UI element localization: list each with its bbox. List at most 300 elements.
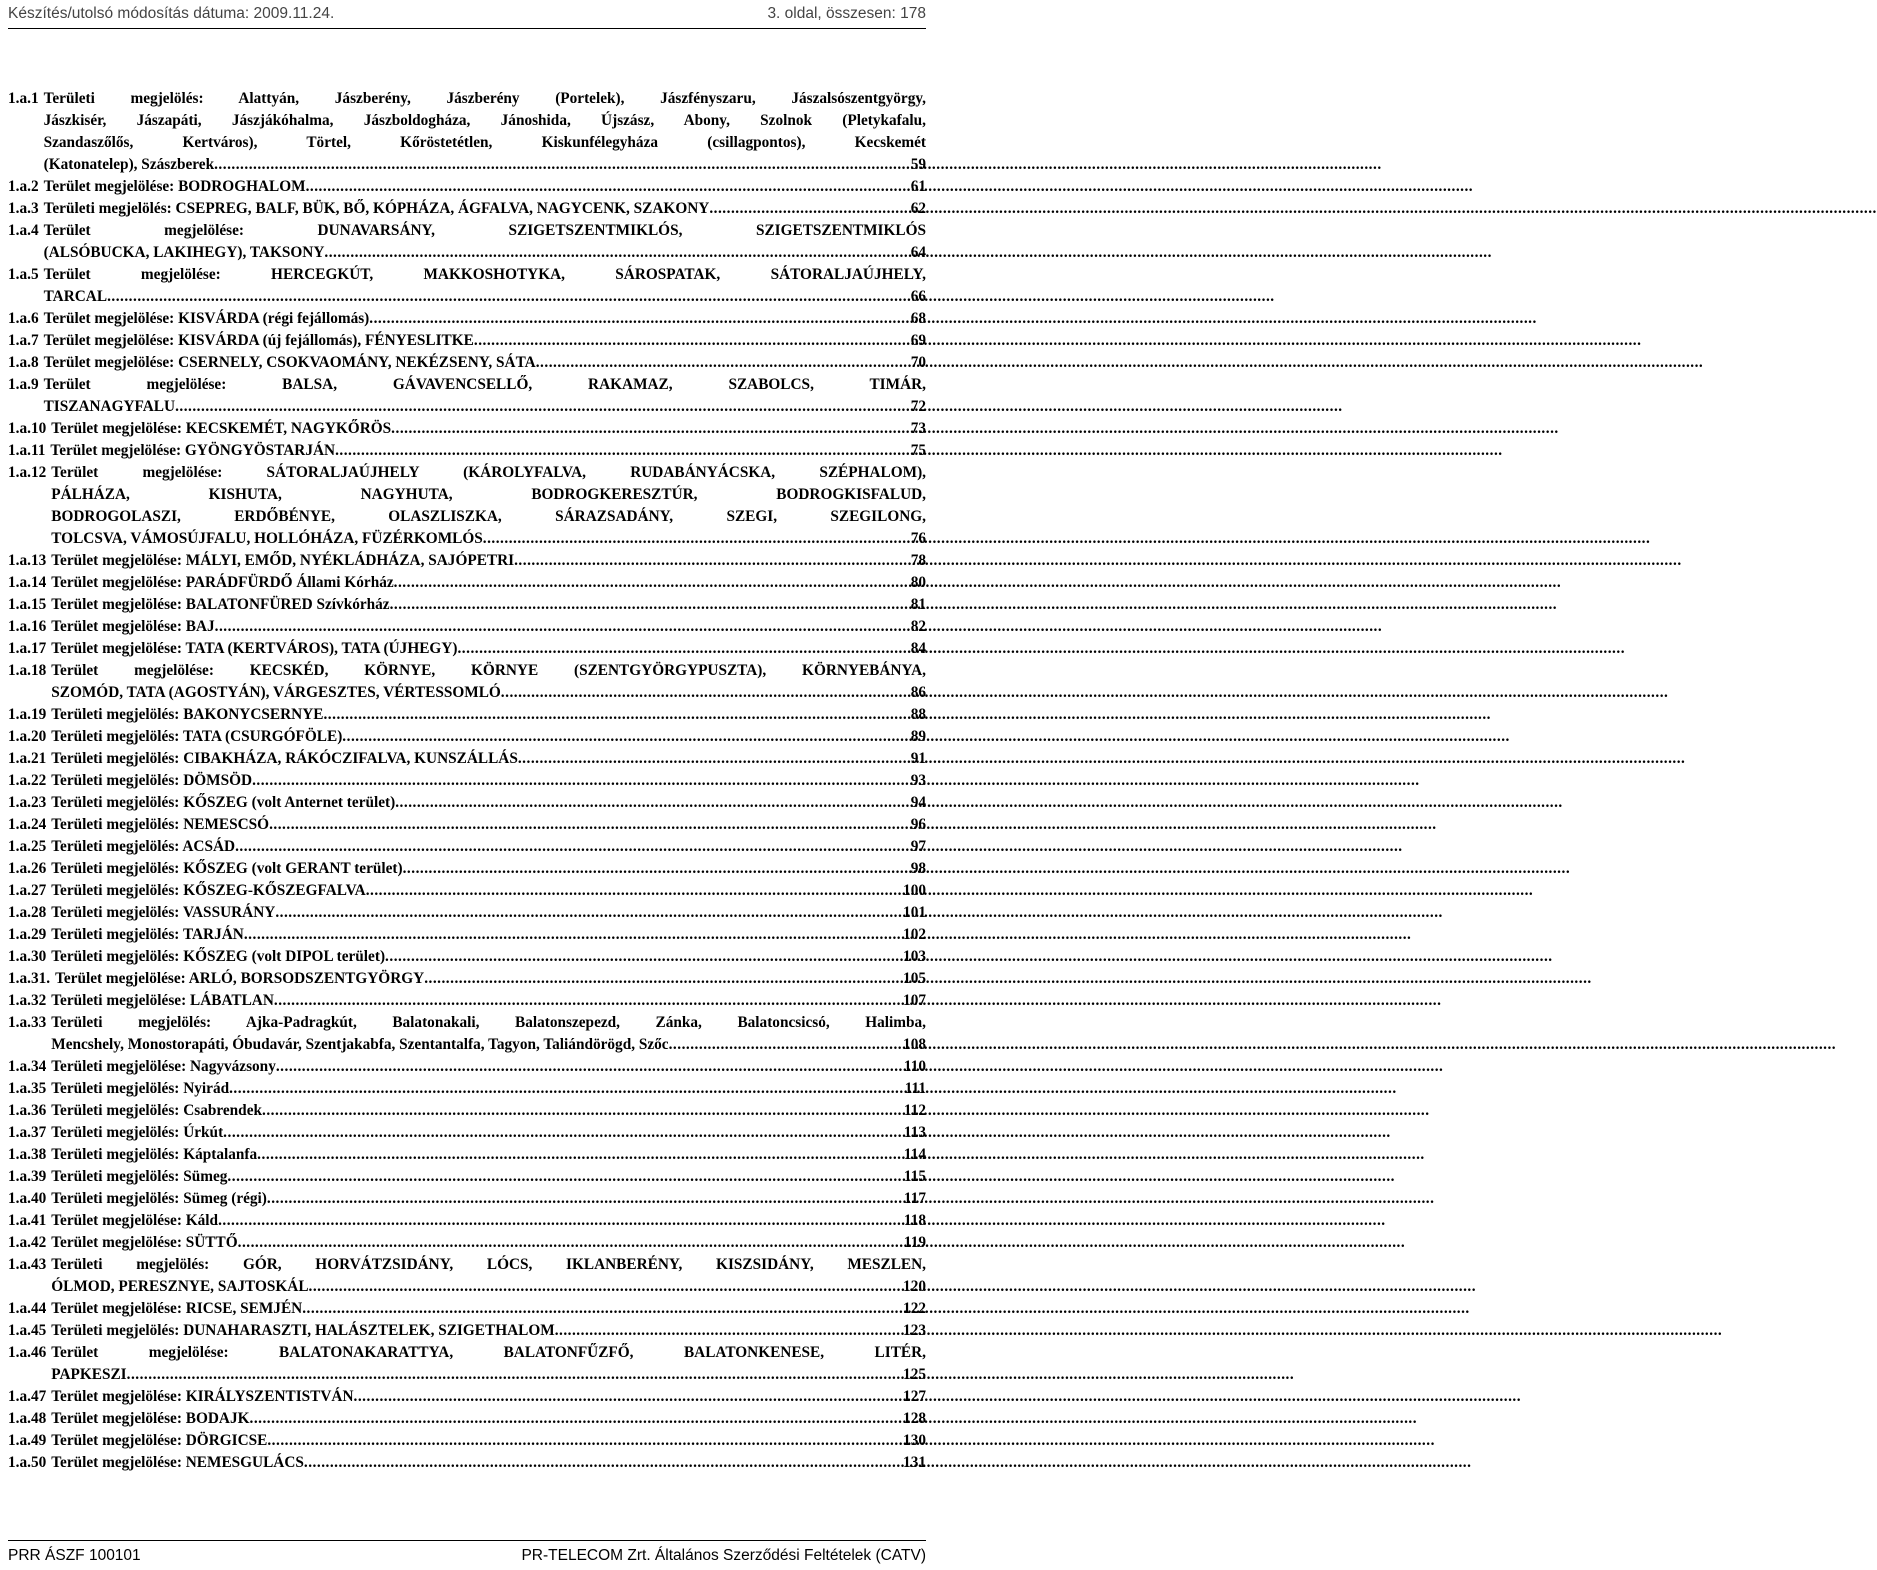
toc-page-number: 105 [903,970,926,987]
toc-entry[interactable] [8,1078,926,1100]
toc-entry-title: TARCAL [43,288,108,305]
toc-entry-number: 1.a.27 [8,882,47,899]
toc-entry-number: 1.a.10 [8,420,47,437]
toc-entry-body [51,858,926,880]
toc-entry-number: 1.a.40 [8,1190,47,1207]
toc-entry[interactable] [8,264,926,308]
toc-entry[interactable] [8,1122,926,1144]
toc-entry[interactable] [8,1166,926,1188]
toc-entry[interactable] [8,1056,926,1078]
toc-entry-body [51,880,926,902]
toc-entry[interactable] [8,704,926,726]
toc-entry-title: Terület megjelölése: KECSKÉD, KÖRNYE, KÖRNYE (SZENTGYÖRGYPUSZTA), KÖRNYEBÁNYA, [51,662,926,679]
toc-entry-line [51,1254,926,1276]
toc-entry-number: 1.a.43 [8,1256,47,1273]
toc-entry-number: 1.a.49 [8,1432,47,1449]
toc-page-number: 88 [910,706,926,723]
toc-entry-line [51,836,926,858]
toc-entry-body [51,704,926,726]
toc-page-number: 66 [910,288,926,305]
toc-entry-title: Terület megjelölése: Káld [51,1212,219,1229]
toc-page-number: 72 [910,398,926,415]
toc-entry[interactable] [8,1452,926,1474]
toc-entry-line [44,220,926,242]
toc-entry-title: Területi megjelölés: Nyirád [51,1080,230,1097]
toc-page-number: 93 [910,772,926,789]
toc-entry-line [51,946,926,968]
toc-entry-number: 1.a.50 [8,1454,47,1471]
toc-entry-number: 1.a.42 [8,1234,47,1251]
toc-entry-body [51,770,926,792]
toc-page-number: 130 [903,1432,926,1449]
toc-leader-dots [107,286,911,308]
toc-entry[interactable] [8,198,926,220]
toc-entry-line [44,352,926,374]
toc-entry[interactable] [8,616,926,638]
toc-leader-dots [175,396,911,418]
toc-entry-number: 1.a.47 [8,1388,47,1405]
toc-entry-line [51,616,926,638]
toc-entry[interactable] [8,1144,926,1166]
toc-page-number: 96 [910,816,926,833]
toc-entry[interactable] [8,1210,926,1232]
toc-entry-line [51,550,926,572]
toc-entry-number: 1.a.3 [8,200,39,217]
toc-entry-number: 1.a.39 [8,1168,47,1185]
toc-leader-dots [304,1452,903,1474]
toc-entry-title: Terület megjelölése: SÜTTŐ [51,1234,238,1251]
toc-entry-line [51,1188,926,1210]
toc-page-number: 123 [903,1322,926,1339]
toc-entry[interactable] [8,814,926,836]
toc-entry-number: 1.a.46 [8,1344,47,1361]
toc-entry[interactable] [8,1254,926,1298]
toc-page-number: 80 [910,574,926,591]
toc-entry-title: Területi megjelölés: Káptalanfa [51,1146,258,1163]
toc-entry[interactable] [8,660,926,704]
toc-entry[interactable] [8,88,926,176]
toc-page-number: 89 [910,728,926,745]
toc-entry-title: Területi megjelölése: LÁBATLAN [51,992,274,1009]
toc-entry-line [51,726,926,748]
toc-leader-dots [335,440,911,462]
toc-page-number: 111 [904,1080,926,1097]
toc-entry-line [44,396,926,418]
toc-entry-title: SZOMÓD, TATA (AGOSTYÁN), VÁRGESZTES, VÉRTESSOMLÓ [51,684,501,701]
toc-entry-body [51,836,926,858]
toc-leader-dots [262,1100,904,1122]
toc-page-number: 86 [910,684,926,701]
toc-entry[interactable] [8,440,926,462]
toc-entry[interactable] [8,748,926,770]
toc-entry-number: 1.a.5 [8,266,39,283]
toc-entry[interactable] [8,924,926,946]
toc-entry-number: 1.a.21 [8,750,47,767]
toc-entry-title: Terület megjelölése: BODAJK [51,1410,250,1427]
toc-entry-line [51,660,926,682]
toc-page-number: 112 [903,1102,926,1119]
toc-leader-dots [483,528,911,550]
toc-entry-body [51,550,926,572]
toc-leader-dots [709,198,910,220]
toc-leader-dots [324,242,910,264]
toc-entry-number: 1.a.22 [8,772,47,789]
toc-entry-body [51,1232,926,1254]
toc-entry-number: 1.a.23 [8,794,47,811]
toc-entry-title: Területi megjelölés: TARJÁN [51,926,244,943]
toc-leader-dots [269,814,911,836]
toc-entry-number: 1.a.4 [8,222,39,239]
toc-page-number: 94 [910,794,926,811]
toc-page-number: 107 [903,992,926,1009]
toc-entry-title: Mencshely, Monostorapáti, Óbudavár, Szentjakabfa, Szentantalfa, Tagyon, Taliándörögd, Szőc [51,1036,669,1053]
toc-entry[interactable] [8,1430,926,1452]
toc-leader-dots [669,1034,903,1056]
toc-entry-title: Terület megjelölése: ARLÓ, BORSODSZENTGYÖRGY [55,970,425,987]
toc-leader-dots [309,1276,904,1298]
toc-entry[interactable] [8,1408,926,1430]
toc-entry-title: TISZANAGYFALU [43,398,176,415]
toc-entry[interactable] [8,990,926,1012]
toc-entry-body [44,88,926,176]
toc-entry[interactable] [8,1298,926,1320]
toc-entry-number: 1.a.34 [8,1058,47,1075]
toc-entry-body [50,440,926,462]
toc-entry-body [51,1210,926,1232]
toc-entry[interactable] [8,176,926,198]
toc-entry-line [55,968,926,990]
toc-entry-body [51,1100,926,1122]
toc-entry-title: Területi megjelölés: KŐSZEG (volt Anternet terület) [51,794,396,811]
toc-entry[interactable] [8,1320,926,1342]
toc-page-number: 75 [910,442,926,459]
toc-leader-dots [214,154,911,176]
toc-entry-line [51,1430,926,1452]
toc-entry-title: Terület megjelölése: TATA (KERTVÁROS), TATA (ÚJHEGY) [51,640,458,657]
header-date: Készítés/utolsó módosítás dátuma: 2009.11.24. [8,5,335,22]
toc-leader-dots [518,748,911,770]
toc-entry-line [44,374,926,396]
toc-entry-body [44,220,926,264]
toc-entry-title: Terület megjelölése: DÖRGICSE [51,1432,268,1449]
toc-entry-body [51,726,926,748]
toc-entry-body [51,1320,926,1342]
toc-entry[interactable] [8,968,926,990]
toc-page-number: 113 [903,1124,926,1141]
toc-page-number: 114 [903,1146,926,1163]
toc-page-number: 81 [910,596,926,613]
toc-entry-line [51,814,926,836]
toc-entry-line [44,198,926,220]
toc-entry[interactable] [8,1232,926,1254]
toc-entry[interactable] [8,330,926,352]
toc-entry-line [51,506,926,528]
toc-entry-line [51,924,926,946]
toc-entry-number: 1.a.28 [8,904,47,921]
toc-entry-line [51,572,926,594]
toc-entry-body [51,1188,926,1210]
toc-page-number: 122 [903,1300,926,1317]
toc-leader-dots [385,946,903,968]
toc-entry-number: 1.a.9 [8,376,39,393]
toc-entry-title: Területi megjelölés: TATA (CSURGÓFÖLE) [51,728,343,745]
toc-entry-line [51,462,926,484]
toc-entry[interactable] [8,550,926,572]
toc-entry-title: Terület megjelölése: BALATONAKARATTYA, BALATONFŰZFŐ, BALATONKENESE, LITÉR, [51,1344,926,1361]
toc-page-number: 100 [903,882,926,899]
toc-entry-number: 1.a.32 [8,992,47,1009]
toc-leader-dots [274,990,903,1012]
toc-leader-dots [229,1078,905,1100]
toc-entry-body [44,198,926,220]
toc-entry-number: 1.a.41 [8,1212,47,1229]
toc-entry-body [44,176,926,198]
toc-leader-dots [235,836,911,858]
toc-entry-title: Terület megjelölése: CSERNELY, CSOKVAOMÁNY, NEKÉZSENY, SÁTA [43,354,536,371]
toc-leader-dots [257,1144,904,1166]
toc-page-number: 70 [910,354,926,371]
toc-entry-title: Területi megjelölés: KŐSZEG-KŐSZEGFALVA [51,882,366,899]
toc-entry-line [44,286,926,308]
toc-leader-dots [302,1298,903,1320]
toc-entry-number: 1.a.2 [8,178,39,195]
toc-entry-body [51,1298,926,1320]
toc-entry-line [51,1364,926,1386]
toc-entry-title: Terület megjelölése: BALSA, GÁVAVENCSELLŐ, RAKAMAZ, SZABOLCS, TIMÁR, [43,376,926,393]
header-page-count: 3. oldal, összesen: 178 [767,5,926,22]
toc-entry-title: Területi megjelölés: Ajka-Padragkút, Balatonakali, Balatonszepezd, Zánka, Balatoncsicsó, Halimba, [51,1014,926,1031]
toc-entry-body [51,1342,926,1386]
toc-page-number: 62 [910,200,926,217]
toc-entry-title: Terület megjelölése: DUNAVARSÁNY, SZIGETSZENTMIKLÓS, SZIGETSZENTMIKLÓS [43,222,926,239]
toc-leader-dots [536,352,911,374]
toc-entry-body [51,660,926,704]
toc-entry-number: 1.a.19 [8,706,47,723]
toc-entry[interactable] [8,462,926,550]
toc-entry[interactable] [8,836,926,858]
toc-entry-line [51,1122,926,1144]
toc-leader-dots [457,638,910,660]
toc-entry-line [51,792,926,814]
toc-entry-number: 1.a.20 [8,728,47,745]
toc-entry[interactable] [8,418,926,440]
toc-entry[interactable] [8,792,926,814]
toc-entry-line [51,1232,926,1254]
toc-entry[interactable] [8,352,926,374]
toc-leader-dots [250,1408,904,1430]
toc-page-number: 82 [910,618,926,635]
toc-entry-title: ÓLMOD, PERESZNYE, SAJTOSKÁL [51,1278,309,1295]
toc-entry-number: 1.a.6 [8,310,39,327]
toc-entry-title: PAPKESZI [51,1366,127,1383]
toc-entry-line [51,594,926,616]
toc-entry-number: 1.a.13 [8,552,47,569]
toc-entry-title: Területi megjelölés: CSEPREG, BALF, BÜK, BŐ, KÓPHÁZA, ÁGFALVA, NAGYCENK, SZAKONY [43,200,710,217]
toc-entry-title: (ALSÓBUCKA, LAKIHEGY), TAKSONY [43,244,325,261]
toc-entry[interactable] [8,220,926,264]
toc-entry-body [51,1452,926,1474]
toc-entry-number: 1.a.24 [8,816,47,833]
toc-entry-body [51,1144,926,1166]
toc-page-number: 61 [910,178,926,195]
toc-entry-line [51,1034,926,1056]
toc-entry-number: 1.a.26 [8,860,47,877]
toc-entry-title: Területi megjelölés: CIBAKHÁZA, RÁKÓCZIFALVA, KUNSZÁLLÁS [51,750,518,767]
toc-entry-body [51,946,926,968]
toc-entry[interactable] [8,770,926,792]
toc-leader-dots [223,1122,904,1144]
toc-entry-line [44,330,926,352]
toc-entry[interactable] [8,308,926,330]
toc-entry-title: Területi megjelölése: Nagyvázsony [51,1058,276,1075]
toc-leader-dots [227,1166,903,1188]
toc-entry-title: Területi megjelölés: NEMESCSÓ [51,816,270,833]
toc-entry-body [51,1012,926,1056]
page-footer [8,1540,926,1570]
toc-page-number: 125 [903,1366,926,1383]
toc-entry[interactable] [8,726,926,748]
toc-entry-number: 1.a.15 [8,596,47,613]
toc-entry-body [44,374,926,418]
toc-entry-title: Terület megjelölése: GYÖNGYÖSTARJÁN [50,442,336,459]
toc-page-number: 128 [903,1410,926,1427]
toc-entry[interactable] [8,572,926,594]
toc-entry-body [51,1430,926,1452]
toc-entry-body [51,1078,926,1100]
toc-entry-line [44,88,926,110]
toc-leader-dots [306,176,911,198]
toc-entry-body [51,1408,926,1430]
toc-leader-dots [323,704,910,726]
toc-page-number: 69 [910,332,926,349]
toc-page-number: 120 [903,1278,926,1295]
toc-page-number: 119 [903,1234,926,1251]
toc-entry-title: Területi megjelölés: VASSURÁNY [51,904,276,921]
toc-entry-title: Területi megjelölés: DUNAHARASZTI, HALÁSZTELEK, SZIGETHALOM [51,1322,555,1339]
toc-entry-title: PÁLHÁZA, KISHUTA, NAGYHUTA, BODROGKERESZTÚR, BODROGKISFALUD, [51,486,926,503]
toc-entry[interactable] [8,902,926,924]
toc-leader-dots [366,880,903,902]
toc-entry-title: Terület megjelölése: KISVÁRDA (új fejállomás), FÉNYESLITKE [43,332,474,349]
toc-entry-title: Területi megjelölés: Sümeg (régi) [51,1190,267,1207]
toc-leader-dots [369,308,910,330]
toc-entry-line [44,264,926,286]
toc-entry-number: 1.a.1 [8,90,39,107]
toc-entry-line [51,1408,926,1430]
toc-leader-dots [395,792,910,814]
toc-entry-title: Területi megjelölés: GÓR, HORVÁTZSIDÁNY, LÓCS, IKLANBERÉNY, KISZSIDÁNY, MESZLEN, [51,1256,926,1273]
toc-entry-line [44,110,926,132]
toc-entry-line [44,176,926,198]
toc-entry-title: Területi megjelölés: ACSÁD [51,838,236,855]
toc-entry-title: TOLCSVA, VÁMOSÚJFALU, HOLLÓHÁZA, FÜZÉRKOMLÓS [51,530,483,547]
toc-entry-number: 1.a.25 [8,838,47,855]
toc-page-number: 118 [903,1212,926,1229]
toc-leader-dots [215,616,911,638]
toc-entry-number: 1.a.11 [8,442,46,459]
toc-entry-number: 1.a.30 [8,948,47,965]
toc-leader-dots [267,1188,904,1210]
toc-leader-dots [127,1364,903,1386]
toc-leader-dots [403,858,911,880]
toc-entry[interactable] [8,880,926,902]
toc-entry-line [44,308,926,330]
toc-entry-line [44,132,926,154]
toc-page-number: 102 [903,926,926,943]
toc-entry-line [51,1452,926,1474]
toc-leader-dots [390,594,911,616]
toc-entry-title: Terület megjelölése: SÁTORALJAÚJHELY (KÁROLYFALVA, RUDABÁNYÁCSKA, SZÉPHALOM), [51,464,926,481]
toc-entry-title: Területi megjelölés: KŐSZEG (volt DIPOL terület) [51,948,386,965]
toc-entry-line [51,990,926,1012]
toc-page-number: 59 [910,156,926,173]
toc-page-number: 98 [910,860,926,877]
toc-page-number: 115 [903,1168,926,1185]
toc-leader-dots [252,770,911,792]
toc-entry-title: Területi megjelölés: DÖMSÖD [51,772,253,789]
toc-page-number: 84 [910,640,926,657]
toc-entry-title: Terület megjelölése: BODROGHALOM [43,178,306,195]
toc-leader-dots [474,330,911,352]
toc-entry-number: 1.a.48 [8,1410,47,1427]
toc-entry-title: Jászkisér, Jászapáti, Jászjákóhalma, Jászboldogháza, Jánoshida, Újszász, Abony, Szolnok (Pletykafalu, [43,112,926,129]
toc-entry-number: 1.a.37 [8,1124,47,1141]
toc-entry-number: 1.a.17 [8,640,47,657]
toc-entry-body [51,1166,926,1188]
toc-entry-line [51,528,926,550]
toc-entry-body [51,1254,926,1298]
toc-entry-number: 1.a.18 [8,662,47,679]
toc-entry[interactable] [8,858,926,880]
toc-entry[interactable] [8,1012,926,1056]
toc-page-number: 103 [903,948,926,965]
toc-entry-number: 1.a.38 [8,1146,47,1163]
toc-page-number: 97 [910,838,926,855]
toc-entry-title: Területi megjelölés: Úrkút [51,1124,224,1141]
toc-leader-dots [276,1056,904,1078]
toc-leader-dots [514,550,911,572]
toc-entry-number: 1.a.16 [8,618,47,635]
toc-entry[interactable] [8,638,926,660]
toc-entry[interactable] [8,594,926,616]
toc-entry-line [51,748,926,770]
toc-entry-line [44,242,926,264]
toc-entry-title: Terület megjelölése: NEMESGULÁCS [51,1454,304,1471]
toc-page-number: 108 [903,1036,926,1053]
toc-entry-number: 1.a.29 [8,926,47,943]
toc-entry-number: 1.a.14 [8,574,47,591]
toc-entry[interactable] [8,946,926,968]
toc-leader-dots [275,902,903,924]
toc-entry-body [51,418,926,440]
toc-entry[interactable] [8,374,926,418]
toc-entry-body [51,902,926,924]
toc-entry[interactable] [8,1386,926,1408]
toc-entry-line [51,858,926,880]
toc-entry-body [51,616,926,638]
toc-entry[interactable] [8,1342,926,1386]
toc-entry-body [51,814,926,836]
toc-entry-title: Terület megjelölése: KISVÁRDA (régi fejállomás) [43,310,370,327]
toc-entry[interactable] [8,1188,926,1210]
toc-leader-dots [244,924,903,946]
page-header [8,0,926,29]
toc-leader-dots [342,726,910,748]
toc-entry-body [55,968,926,990]
toc-page-number: 78 [910,552,926,569]
toc-entry-line [51,1298,926,1320]
toc-entry[interactable] [8,1100,926,1122]
